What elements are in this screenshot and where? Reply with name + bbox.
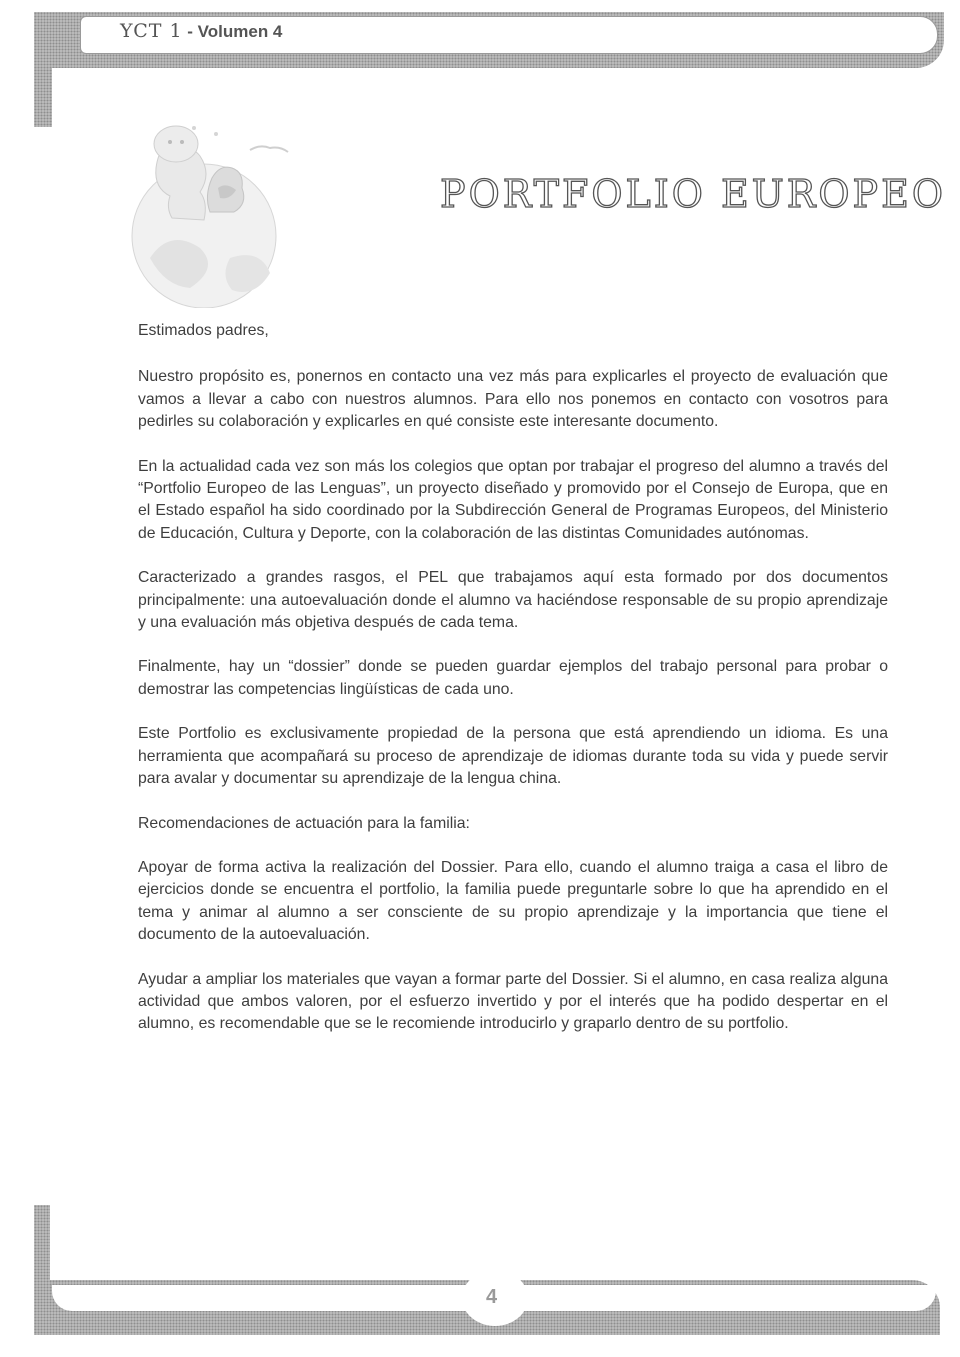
- paragraph: Este Portfolio es exclusivamente propiedad de la persona que está aprendiendo un idioma. Es una herramienta que acompañará su proceso de aprendizaje de idiomas durante toda su vida y puede servir para avalar y documentar su aprendizaje de la lengua china.: [138, 725, 888, 788]
- paragraph: Ayudar a ampliar los materiales que vayan a formar parte del Dossier. Si el alumno, en casa realiza alguna actividad que ambos valoren, por el esfuerzo invertido y por el interés que ha podido despertar en el alumno, es recomendable que se le recomiende introducirlo y graparlo dentro de su portfolio.: [138, 970, 888, 1033]
- letter-body: [138, 320, 888, 1058]
- header-title: [120, 20, 282, 42]
- page-title: PORTFOLIO EUROPEO: [440, 172, 946, 216]
- paragraph: Nuestro propósito es, ponernos en contacto una vez más para explicarles el proyecto de evaluación que vamos a llevar a cabo con nuestros alumnos. Para ello nos ponemos en contacto con vosotros para pedirles su colaboración y explicarles en qué consiste este interesante documento.: [138, 368, 888, 431]
- left-frame-bar-top: [34, 12, 52, 127]
- children-globe-illustration: [120, 108, 292, 308]
- paragraph: Apoyar de forma activa la realización del Dossier. Para ello, cuando el alumno traiga a casa el libro de ejercicios donde se encuentra el portfolio, la familia puede preguntarle sobre lo que ha aprendido en el tema y animar al alumno a ser consciente de su propio aprendizaje y la importancia que tiene el documento de la autoevaluación.: [138, 858, 888, 944]
- header-series: YCT 1: [120, 20, 183, 42]
- paragraph: En la actualidad cada vez son más los colegios que optan por trabajar el progreso del alumno a través del “Portfolio Europeo de las Lenguas”, un proyecto diseñado y promovido por el Consejo de Europa, que en el Estado español ha sido coordinado por la Subdirección General de Programas Europeos, del Ministerio de Educación, Cultura y Deporte, con la colaboración de las distintas Comunidades autónomas.: [138, 457, 888, 542]
- paragraph: Recomendaciones de actuación para la familia:: [138, 814, 470, 832]
- greeting: Estimados padres,: [138, 322, 269, 339]
- paragraph: Finalmente, hay un “dossier” donde se pueden guardar ejemplos del trabajo personal para probar o demostrar las competencias lingüísticas de cada uno.: [138, 658, 888, 698]
- header-volume: - Volumen 4: [187, 22, 283, 41]
- paragraph: Caracterizado a grandes rasgos, el PEL que trabajamos aquí esta formado por dos documentos principalmente: una autoevaluación donde el alumno va haciéndose responsable de su propio aprendizaje y una evaluación más objetiva después de cada tema.: [138, 569, 888, 632]
- page-number: 4: [486, 1286, 498, 1308]
